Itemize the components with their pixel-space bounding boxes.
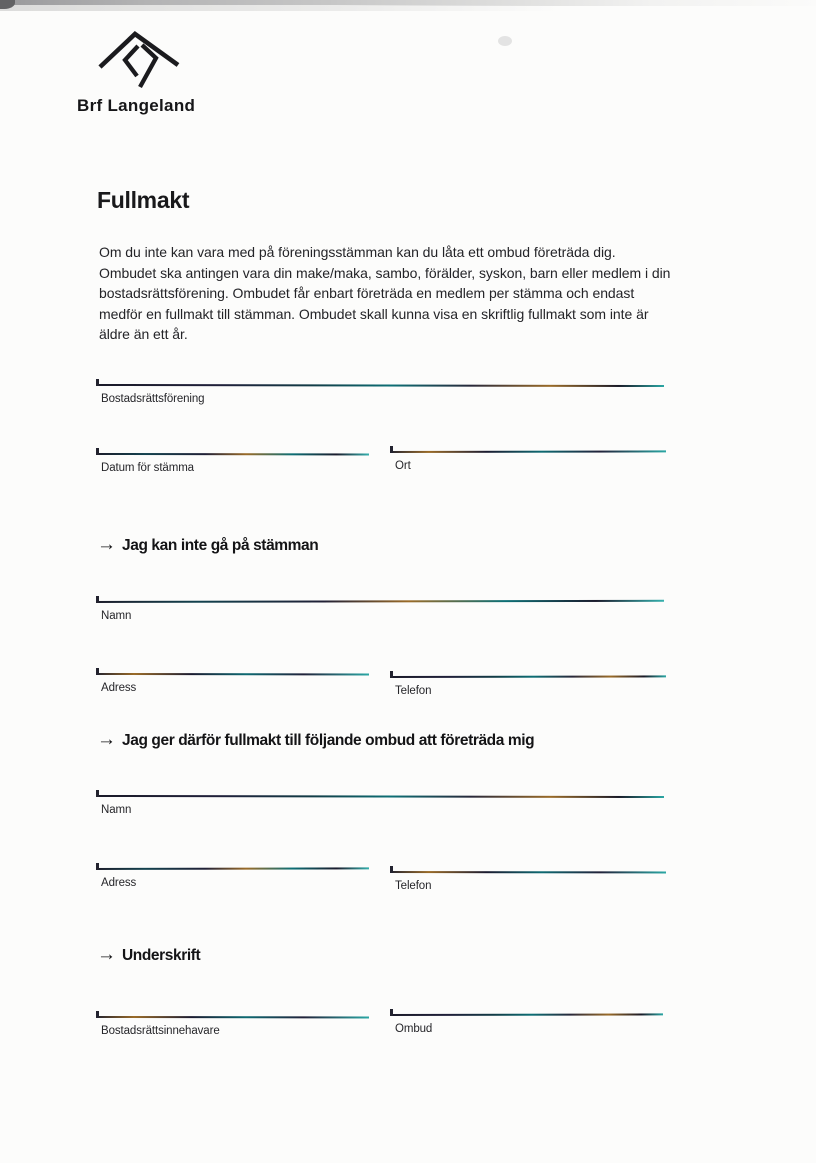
section-heading-text: Jag kan inte gå på stämman <box>122 537 319 554</box>
write-in-line <box>96 673 369 676</box>
field-adress-ombud <box>96 868 369 890</box>
field-label-namn: Namn <box>101 804 132 817</box>
field-label-namn: Namn <box>101 610 132 623</box>
write-in-line <box>96 453 369 456</box>
write-in-line <box>96 795 664 798</box>
section-heading-cannot-attend <box>97 535 318 555</box>
field-label-ort: Ort <box>395 460 411 473</box>
signature-line <box>96 1016 369 1019</box>
field-namn-ombud <box>96 795 664 817</box>
section-heading-underskrift <box>97 945 200 965</box>
brf-langeland-logo <box>97 30 182 92</box>
intro-line: medför en fullmakt till stämman. Ombudet skall kunna visa en skriftlig fullmakt som inte är <box>99 305 649 322</box>
field-label-bostadsrattsinnehavare: Bostadsrättsinnehavare <box>101 1025 220 1038</box>
document-title: Fullmakt <box>97 187 190 213</box>
field-label-bostadsrattsforening: Bostadsrättsförening <box>101 393 205 406</box>
field-label-telefon: Telefon <box>395 685 432 698</box>
field-bostadsrattsforening <box>96 384 664 406</box>
field-label-telefon: Telefon <box>395 880 432 893</box>
field-label-datum: Datum för stämma <box>101 462 194 475</box>
write-in-line <box>390 450 666 453</box>
arrow-icon: → <box>97 534 116 555</box>
intro-line: äldre än ett år. <box>99 326 188 342</box>
write-in-line <box>96 600 664 604</box>
write-in-line <box>96 867 369 870</box>
section-heading-text: Jag ger därför fullmakt till följande ombud att företräda mig <box>122 732 535 749</box>
org-name: Brf Langeland <box>77 96 196 115</box>
field-datum-for-stamma <box>96 453 369 475</box>
field-label-ombud: Ombud <box>395 1023 433 1036</box>
field-signature-bostadsrattsinnehavare <box>96 1016 369 1038</box>
section-heading-text: Underskrift <box>122 947 201 964</box>
intro-paragraph <box>99 242 670 345</box>
write-in-line <box>96 384 664 387</box>
field-telefon-member <box>390 676 666 698</box>
section-heading-give-proxy <box>97 730 534 750</box>
field-label-adress: Adress <box>101 682 137 695</box>
intro-line: Om du inte kan vara med på föreningsstämman kan du låta ett ombud företräda dig. <box>99 244 616 260</box>
signature-line <box>390 1013 663 1016</box>
arrow-icon: → <box>97 729 116 750</box>
field-adress-member <box>96 673 369 695</box>
write-in-line <box>390 871 666 874</box>
arrow-icon: → <box>97 944 116 965</box>
intro-line: bostadsrättsförening. Ombudet får enbart företräda en medlem per stämma och endast <box>99 285 635 301</box>
field-namn-member <box>96 601 664 623</box>
field-signature-ombud <box>390 1014 663 1036</box>
scan-smudge <box>498 36 512 46</box>
field-telefon-ombud <box>390 871 666 893</box>
write-in-line <box>390 675 666 678</box>
intro-line: Ombudet ska antingen vara din make/maka, sambo, förälder, syskon, barn eller medlem i din <box>99 264 671 281</box>
scan-edge-top-secondary <box>0 5 560 11</box>
field-ort <box>390 451 666 473</box>
field-label-adress: Adress <box>101 877 137 890</box>
